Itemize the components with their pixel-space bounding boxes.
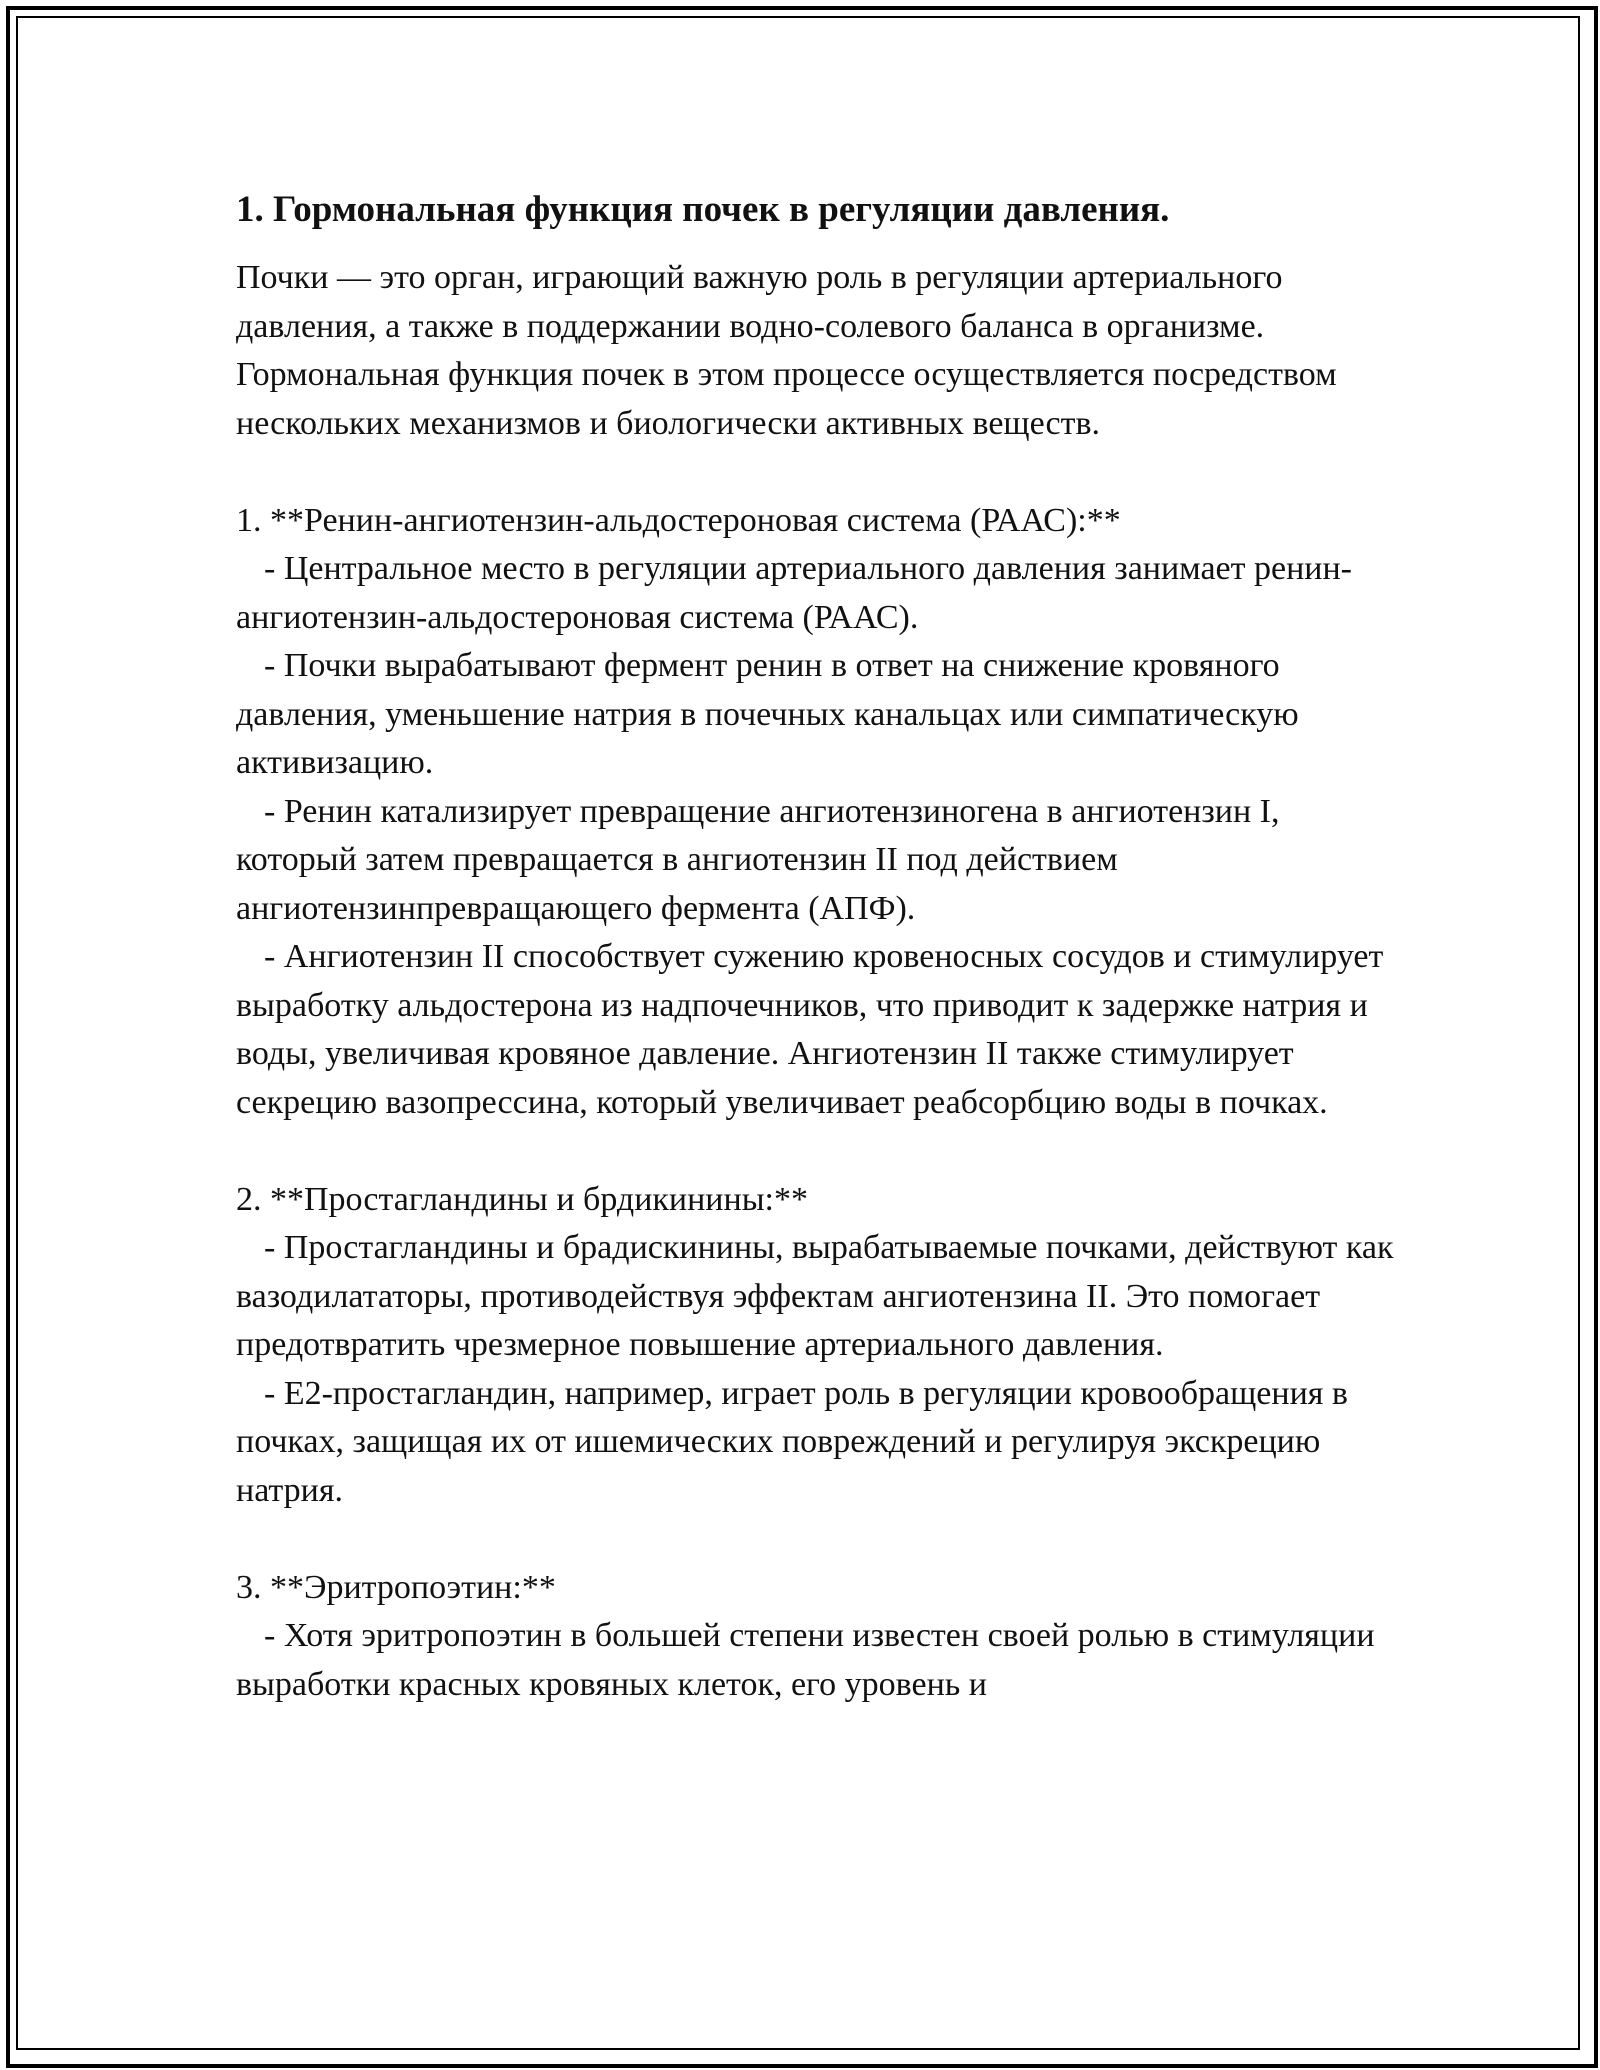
list-item: - Хотя эритропоэтин в большей степени известен своей ролью в стимуляции выработки красных кровяных клеток, его уровень и [236,1617,1375,1703]
section-raas [236,497,1396,1128]
list-item: - Ренин катализирует превращение ангиотензиногена в ангиотензин I, который затем превращается в ангиотензин II под действием ангиотензинпревращающего фермента (АПФ). [236,792,1280,927]
intro-paragraph: Почки — это орган, играющий важную роль в регуляции артериального давления, а также в поддержании водно-солевого баланса в организме. Гормональная функция почек в этом процессе осуществляется посредством нескольких механизмов и биологически активных веществ. [236,259,1337,442]
section-prostaglandins [236,1176,1396,1516]
section-heading: 3. **Эритропоэтин:** [236,1568,556,1606]
section-erythropoietin [236,1564,1396,1710]
list-item: - Центральное место в регуляции артериального давления занимает ренин-ангиотензин-альдостероновая система (РААС). [236,550,1352,636]
list-item: - E2-простагландин, например, играет роль в регуляции кровообращения в почках, защищая их от ишемических повреждений и регулируя экскрецию натрия. [236,1374,1348,1509]
document-page [236,186,1396,1709]
section-heading: 2. **Простагландины и брдикинины:** [236,1180,808,1218]
list-item: - Ангиотензин II способствует сужению кровеносных сосудов и стимулирует выработку альдостерона из надпочечников, что приводит к задержке натрия и воды, увеличивая кровяное давление. Ангиотензин II также стимулирует секрецию вазопрессина, который увеличивает реабсорбцию воды в почках. [236,938,1384,1121]
list-item: - Простагландины и брадискинины, вырабатываемые почками, действуют как вазодилататоры, противодействуя эффектам ангиотензина II. Это помогает предотвратить чрезмерное повышение артериального давления. [236,1229,1394,1363]
list-item: - Почки вырабатывают фермент ренин в ответ на снижение кровяного давления, уменьшение натрия в почечных канальцах или симпатическую активизацию. [236,647,1299,781]
section-heading: 1. **Ренин-ангиотензин-альдостероновая система (РААС):** [236,501,1121,539]
document-title: 1. Гормональная функция почек в регуляции давления. [236,189,1170,230]
